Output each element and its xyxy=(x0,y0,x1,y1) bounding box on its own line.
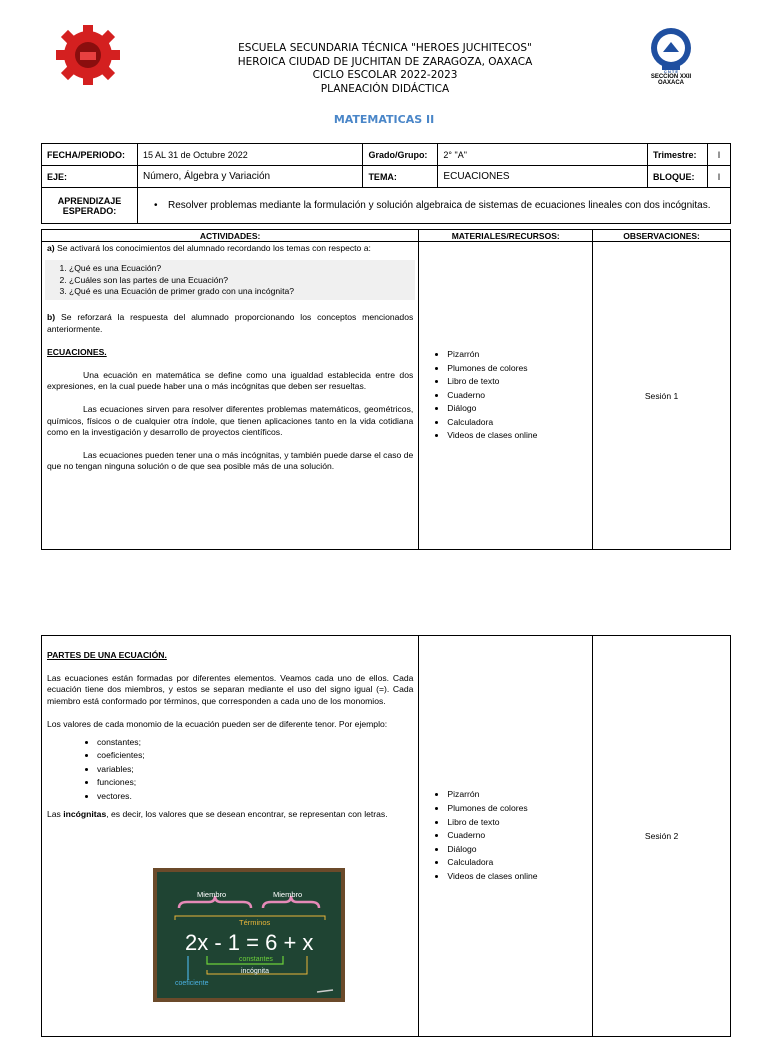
info-table xyxy=(41,143,731,224)
trimestre-label: Trimestre: xyxy=(648,144,708,166)
equation-chalkboard-image xyxy=(153,868,345,1002)
session1-table xyxy=(41,229,731,550)
value-type-item: • funciones; xyxy=(97,776,413,789)
union-logo-section: SECCION XXII xyxy=(650,74,692,80)
school-gear-logo xyxy=(52,22,124,88)
resource-item: • Cuaderno xyxy=(447,829,588,843)
question-item: 1. ¿Qué es una Ecuación? xyxy=(69,263,415,274)
session1-activities xyxy=(42,242,419,550)
session1-resources xyxy=(419,242,593,550)
grado-value: 2° "A" xyxy=(438,144,648,166)
aprendizaje-text: Resolver problemas mediante la formulación y solución algebraica de sistemas de ecuaciones lineales con dos incógnitas. xyxy=(167,199,711,211)
board-label-constantes: constantes xyxy=(239,956,273,963)
resource-item: • Calculadora xyxy=(447,856,588,870)
text-bold: incógnitas xyxy=(63,809,107,820)
board-label-coeficiente: coeficiente xyxy=(175,980,209,987)
resource-item: • Cuaderno xyxy=(447,389,588,403)
value-types-list xyxy=(47,736,413,803)
item-b-label: b) xyxy=(47,312,56,323)
section-heading-ecuaciones: ECUACIONES. xyxy=(47,346,107,357)
resource-item: • Pizarrón xyxy=(447,788,588,802)
board-label-incognita: incógnita xyxy=(241,968,270,975)
resources-list xyxy=(423,348,588,443)
bloque-label: BLOQUE: xyxy=(648,166,708,188)
header-city: HEROICA CIUDAD DE JUCHITAN DE ZARAGOZA, OAXACA xyxy=(237,55,533,68)
fecha-value: 15 AL 31 de Octubre 2022 xyxy=(137,144,362,166)
eje-label: EJE: xyxy=(42,166,138,188)
school-header xyxy=(150,42,620,96)
col-actividades: ACTIVIDADES: xyxy=(42,230,419,242)
resource-item: • Videos de clases online xyxy=(447,870,588,884)
value-type-item: • constantes; xyxy=(97,736,413,749)
resource-item: • Plumones de colores xyxy=(447,362,588,376)
tema-value: ECUACIONES xyxy=(438,166,648,188)
resource-item: • Calculadora xyxy=(447,416,588,430)
paragraph: Los valores de cada monomio de la ecuación pueden ser de diferente tenor. Por ejemplo: xyxy=(47,718,388,729)
paragraph: Una ecuación en matemática se define como una igualdad establecida entre dos expresiones, en la cual puede haber una o más incógnitas que deben ser resueltas. xyxy=(47,370,414,392)
tema-label: TEMA: xyxy=(363,166,438,188)
question-item: 3. ¿Qué es una Ecuación de primer grado con una incógnita? xyxy=(69,286,415,297)
union-logo xyxy=(640,26,702,88)
session2-table xyxy=(41,635,731,1037)
resource-item: • Diálogo xyxy=(447,843,588,857)
paragraph-incognitas xyxy=(47,809,413,820)
value-type-item: • vectores. xyxy=(97,790,413,803)
paragraph: Las ecuaciones pueden tener una o más incógnitas, y también puede darse el caso de que no tengan ninguna solución o de que sea posible más de una solución. xyxy=(47,450,414,472)
question-item: 2. ¿Cuáles son las partes de una Ecuación? xyxy=(69,275,415,286)
item-b-text: Se reforzará la respuesta del alumnado proporcionando los conceptos mencionados anteriormente. xyxy=(47,312,414,334)
board-label-terminos: Términos xyxy=(239,918,271,927)
resource-item: • Pizarrón xyxy=(447,348,588,362)
resources-list xyxy=(423,788,588,883)
aprendizaje-value: • Resolver problemas mediante la formulación y solución algebraica de sistemas de ecuaciones lineales con dos incógnitas. xyxy=(137,188,730,224)
resource-item: • Plumones de colores xyxy=(447,802,588,816)
union-logo-acronym: C N T E xyxy=(663,69,679,74)
bloque-value: I xyxy=(707,166,730,188)
header-school-name: ESCUELA SECUNDARIA TÉCNICA "HEROES JUCHITECOS" xyxy=(238,42,532,54)
questions-list xyxy=(45,263,415,297)
eje-value: Número, Álgebra y Variación xyxy=(137,166,362,188)
session1-observation: Sesión 1 xyxy=(593,242,731,550)
header-school-year: CICLO ESCOLAR 2022-2023 xyxy=(312,69,458,81)
board-label-miembro-1: Miembro xyxy=(197,890,227,899)
aprendizaje-label: APRENDIZAJE ESPERADO: xyxy=(42,188,138,224)
paragraph: Las ecuaciones sirven para resolver diferentes problemas matemáticos, geométricos, químicos, físicos o de cualquier otra índole, que tienen aplicaciones tanto en la vida cotidiana como en la investigación y desarrollo de proyectos científicos. xyxy=(47,404,414,437)
trimestre-value: I xyxy=(707,144,730,166)
col-materiales: MATERIALES/RECURSOS: xyxy=(419,230,593,242)
grado-label: Grado/Grupo: xyxy=(363,144,438,166)
resource-item: • Libro de texto xyxy=(447,816,588,830)
union-logo-state: OAXACA xyxy=(657,80,684,86)
paragraph: Las ecuaciones están formadas por diferentes elementos. Veamos cada uno de ellos. Cada ecuación tiene dos miembros, y estos se separan mediante el uso del signo igual (=). Cada miembro está conformado por términos, que corresponden a cada uno de los monomios. xyxy=(47,673,414,706)
board-label-miembro-2: Miembro xyxy=(273,890,303,899)
value-type-item: • variables; xyxy=(97,763,413,776)
header-doc-type: PLANEACIÓN DIDÁCTICA xyxy=(320,82,450,95)
resource-item: • Libro de texto xyxy=(447,375,588,389)
text-fragment: Las xyxy=(47,809,64,820)
col-observaciones: OBSERVACIONES: xyxy=(593,230,731,242)
fecha-label: FECHA/PERIODO: xyxy=(42,144,138,166)
session2-resources xyxy=(419,636,593,1037)
value-type-item: • coeficientes; xyxy=(97,749,413,762)
session2-observation: Sesión 2 xyxy=(593,636,731,1037)
subject-title: MATEMATICAS II xyxy=(333,113,435,126)
text-fragment: , es decir, los valores que se desean encontrar, se representan con letras. xyxy=(106,809,388,820)
resource-item: • Videos de clases online xyxy=(447,429,588,443)
section-heading-partes: PARTES DE UNA ECUACIÓN. xyxy=(47,650,167,660)
item-a-label: a) xyxy=(47,243,55,253)
item-a-text: Se activará los conocimientos del alumnado recordando los temas con respecto a: xyxy=(57,243,371,253)
resource-item: • Diálogo xyxy=(447,402,588,416)
questions-box xyxy=(45,260,415,300)
board-equation: 2x - 1 = 6 + x xyxy=(185,930,314,955)
